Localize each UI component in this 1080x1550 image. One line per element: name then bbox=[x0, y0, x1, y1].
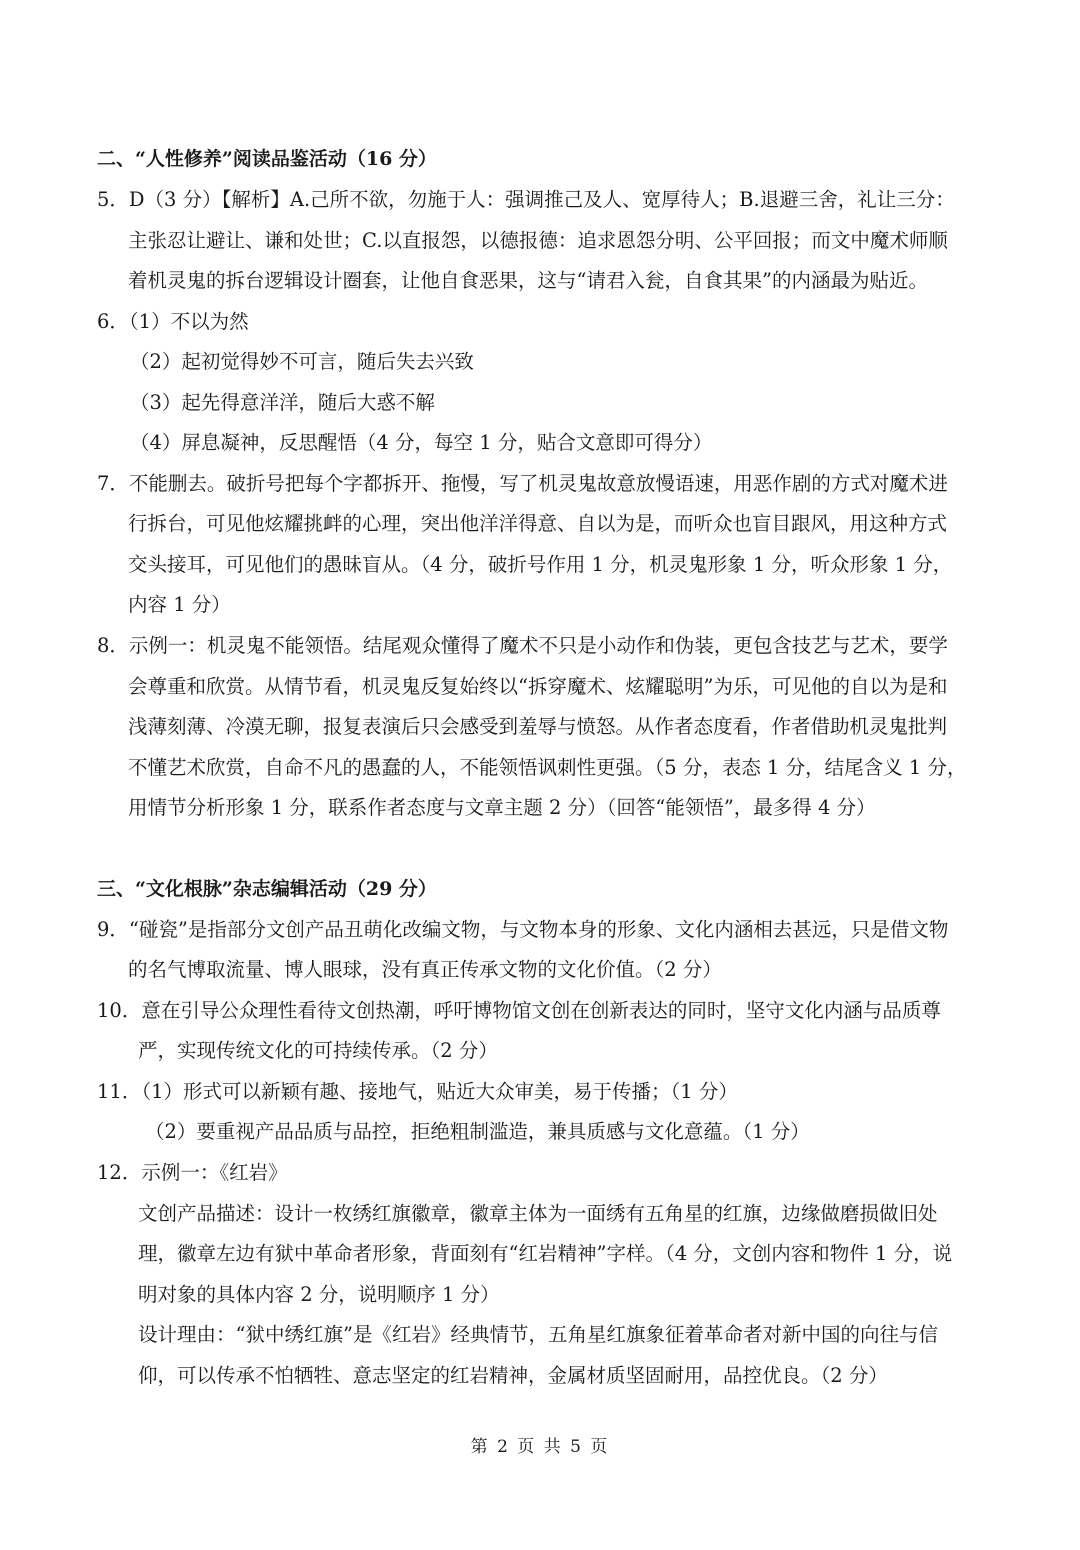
q12-title: 12．示例一：《红岩》 bbox=[97, 1161, 288, 1184]
page-number-footer: 第 2 页 共 5 页 bbox=[470, 1437, 610, 1457]
q5-line-3: 着机灵鬼的拆台逻辑设计圈套，让他自食恶果，这与“请君入瓮，自食其果”的内涵最为贴近。 bbox=[128, 269, 928, 292]
q6-item-1: 6．（1）不以为然 bbox=[97, 310, 249, 333]
q8-line-5: 用情节分析形象 1 分，联系作者态度与文章主题 2 分）（回答“能领悟”，最多得 4 分） bbox=[128, 796, 876, 819]
q7-line-1: 7．不能删去。破折号把每个字都拆开、拖慢，写了机灵鬼故意放慢语速，用恶作剧的方式对魔术进 bbox=[97, 472, 948, 495]
q11-item-2: （2）要重视产品品质与品控，拒绝粗制滥造，兼具质感与文化意蕴。（1 分） bbox=[145, 1120, 810, 1143]
section2-heading: 二、“人性修养”阅读品鉴活动（16 分） bbox=[97, 148, 437, 170]
q8-line-3: 浅薄刻薄、冷漠无聊，报复表演后只会感受到羞辱与愤怒。从作者态度看，作者借助机灵鬼批判 bbox=[128, 715, 948, 738]
q12-line-6: 仰，可以传承不怕牺牲、意志坚定的红岩精神，金属材质坚固耐用，品控优良。（2 分） bbox=[138, 1364, 888, 1387]
q5-line-2: 主张忍让避让、谦和处世；C.以直报怨，以德报德：追求恩怨分明、公平回报；而文中魔术师顺 bbox=[128, 229, 948, 252]
q12-line-5: 设计理由：“狱中绣红旗”是《红岩》经典情节，五角星红旗象征着革命者对新中国的向往与信 bbox=[138, 1323, 938, 1346]
section3-heading: 三、“文化根脉”杂志编辑活动（29 分） bbox=[97, 878, 437, 900]
q10-line-1: 10．意在引导公众理性看待文创热潮，呼吁博物馆文创在创新表达的同时，坚守文化内涵与品质尊 bbox=[97, 999, 941, 1022]
q12-line-2: 文创产品描述：设计一枚绣红旗徽章，徽章主体为一面绣有五角星的红旗，边缘做磨损做旧处 bbox=[138, 1202, 938, 1225]
q12-line-4: 明对象的具体内容 2 分，说明顺序 1 分） bbox=[138, 1283, 500, 1306]
q6-item-2: （2）起初觉得妙不可言，随后失去兴致 bbox=[130, 350, 474, 373]
q7-line-4: 内容 1 分） bbox=[128, 593, 231, 616]
q9-line-2: 的名气博取流量、博人眼球，没有真正传承文物的文化价值。（2 分） bbox=[128, 958, 722, 981]
q8-line-4: 不懂艺术欣赏，自命不凡的愚蠢的人，不能领悟讽刺性更强。（5 分，表态 1 分，结尾含义 1 分， bbox=[128, 756, 967, 779]
q9-line-1: 9．“碰瓷”是指部分文创产品丑萌化改编文物，与文物本身的形象、文化内涵相去甚远，只是借文物 bbox=[97, 918, 949, 941]
q5-line-1: 5．D（3 分）【解析】A.己所不欲，勿施于人：强调推己及人、宽厚待人；B.退避三舍，礼让三分： bbox=[97, 188, 955, 211]
q10-line-2: 严，实现传统文化的可持续传承。（2 分） bbox=[138, 1039, 498, 1062]
q11-item-1: 11．（1）形式可以新颖有趣、接地气，贴近大众审美，易于传播；（1 分） bbox=[97, 1080, 738, 1103]
q7-line-2: 行拆台，可见他炫耀挑衅的心理，突出他洋洋得意、自以为是，而听众也盲目跟风，用这种方式 bbox=[128, 512, 948, 535]
q6-item-4: （4）屏息凝神，反思醒悟（4 分，每空 1 分，贴合文意即可得分） bbox=[130, 431, 713, 454]
q8-line-2: 会尊重和欣赏。从情节看，机灵鬼反复始终以“拆穿魔术、炫耀聪明”为乐，可见他的自以为是和 bbox=[128, 675, 948, 698]
q6-item-3: （3）起先得意洋洋，随后大惑不解 bbox=[130, 391, 435, 414]
q7-line-3: 交头接耳，可见他们的愚昧盲从。（4 分，破折号作用 1 分，机灵鬼形象 1 分，听众形象 1 分， bbox=[128, 553, 953, 576]
q8-line-1: 8．示例一：机灵鬼不能领悟。结尾观众懂得了魔术不只是小动作和伪装，更包含技艺与艺术，要学 bbox=[97, 634, 948, 657]
q12-line-3: 理，徽章左边有狱中革命者形象，背面刻有“红岩精神”字样。（4 分，文创内容和物件 1 分，说 bbox=[138, 1242, 953, 1265]
